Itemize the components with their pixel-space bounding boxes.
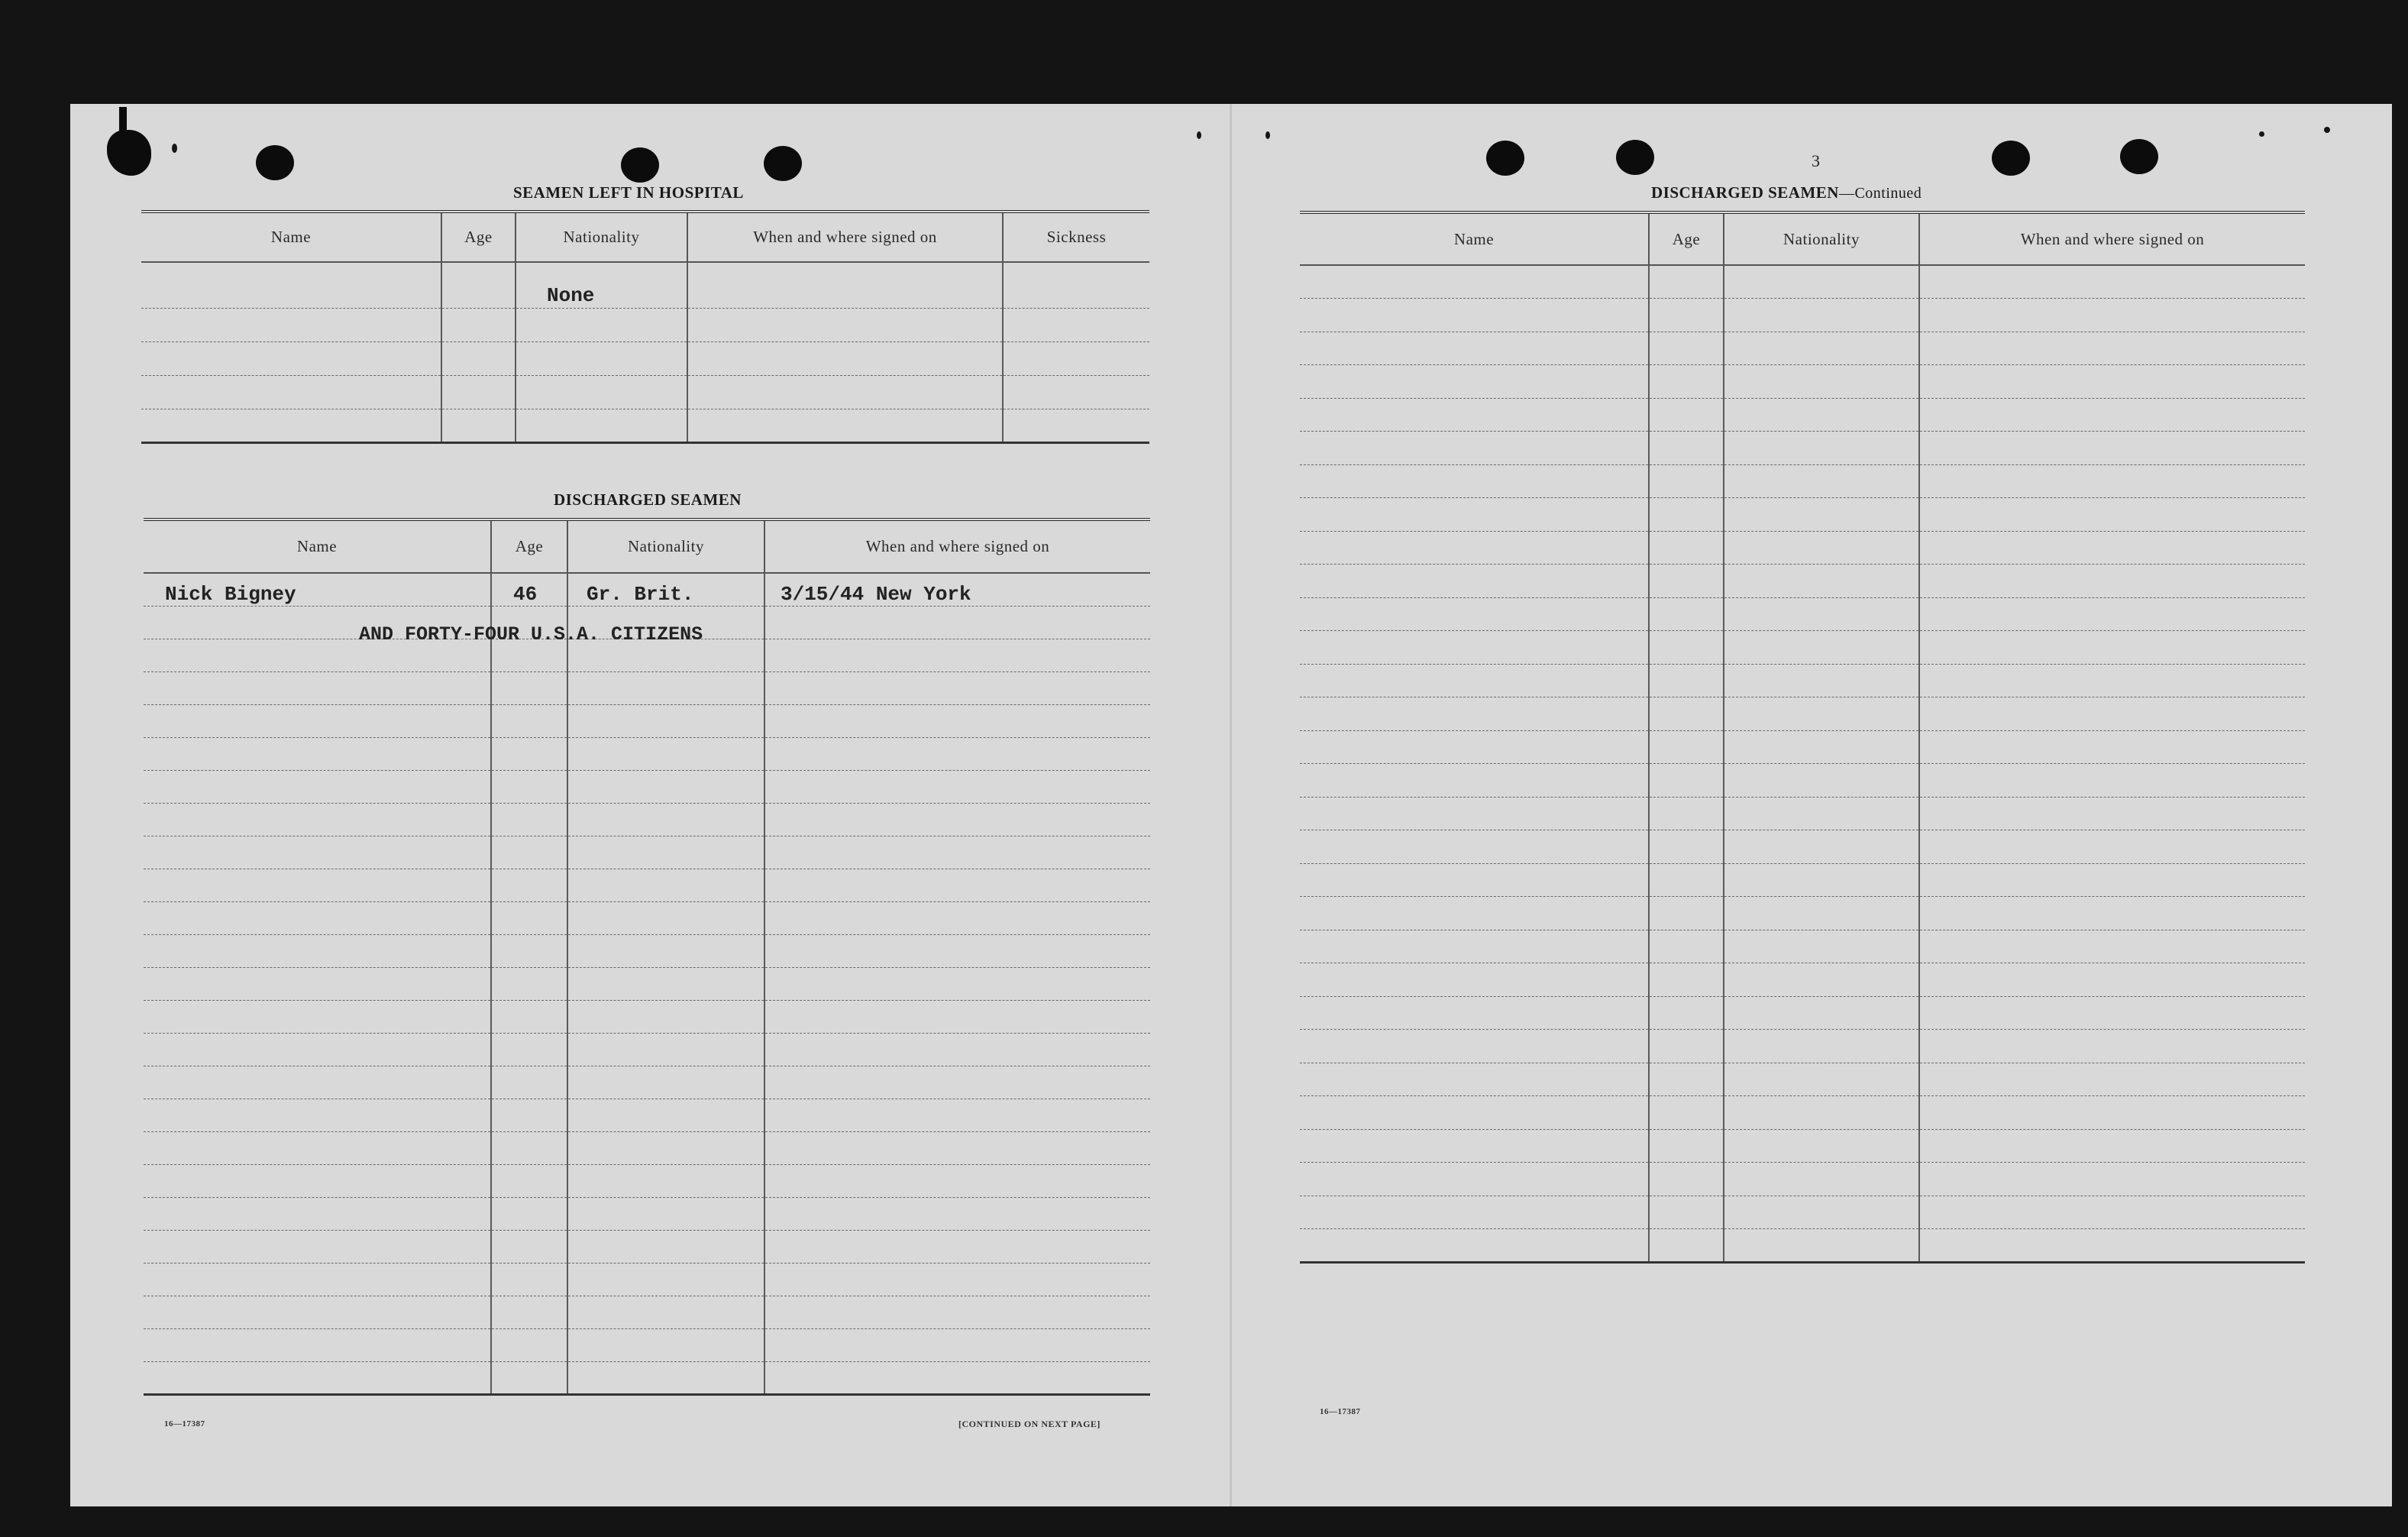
table-cell	[1724, 365, 1919, 399]
table-cell	[144, 1066, 491, 1099]
table-row	[144, 573, 1150, 606]
table-cell	[1724, 531, 1919, 565]
table-cell	[491, 803, 567, 836]
title-main: DISCHARGED SEAMEN	[1651, 183, 1839, 202]
table-cell	[441, 262, 516, 308]
page-number: 3	[1812, 151, 1820, 170]
table-cell	[1919, 597, 2305, 631]
table-cell	[1724, 432, 1919, 465]
table-cell	[144, 704, 491, 737]
table-cell	[1003, 341, 1149, 375]
table-cell	[144, 737, 491, 770]
table-cell	[1919, 332, 2305, 365]
binder-hole	[621, 147, 659, 183]
table-cell	[491, 1328, 567, 1361]
col-header-nationality: Nationality	[1724, 212, 1919, 265]
table-cell	[1919, 1030, 2305, 1063]
table-cell	[1919, 398, 2305, 432]
table-cell	[491, 836, 567, 869]
form-code: 16—17387	[1320, 1407, 1361, 1416]
table-cell	[1919, 730, 2305, 764]
table-cell	[1919, 498, 2305, 532]
table-cell	[1300, 664, 1649, 697]
table-cell	[1649, 863, 1724, 897]
table-cell	[1300, 764, 1649, 798]
table-cell	[1003, 262, 1149, 308]
table-cell	[567, 1263, 764, 1296]
table-cell	[1919, 565, 2305, 598]
table-cell	[764, 869, 1150, 901]
table-cell	[1919, 299, 2305, 332]
table-cell	[1724, 565, 1919, 598]
table-cell	[1649, 332, 1724, 365]
table-cell	[144, 1099, 491, 1131]
table-cell	[1649, 963, 1724, 997]
table-cell	[764, 671, 1150, 704]
table-cell	[1724, 897, 1919, 930]
table-cell	[1300, 597, 1649, 631]
table-cell	[1300, 1163, 1649, 1196]
table-cell	[441, 375, 516, 409]
table-cell	[1919, 830, 2305, 864]
table-cell	[491, 770, 567, 803]
title-continued: —Continued	[1838, 185, 1922, 202]
table-cell	[1724, 697, 1919, 731]
table-cell	[141, 262, 441, 308]
hospital-table	[141, 210, 1149, 444]
table-cell	[1724, 398, 1919, 432]
table-cell	[764, 770, 1150, 803]
table-cell	[1300, 265, 1649, 299]
table-cell	[764, 1230, 1150, 1263]
table-cell	[491, 1361, 567, 1394]
table-cell	[516, 341, 687, 375]
table-cell	[1919, 365, 2305, 399]
table-cell	[567, 967, 764, 1000]
table-cell	[1724, 1229, 1919, 1263]
table-cell	[1649, 1030, 1724, 1063]
table-cell	[144, 901, 491, 934]
table-cell	[1649, 664, 1724, 697]
table-cell	[144, 803, 491, 836]
table-cell	[764, 1197, 1150, 1230]
table-cell	[567, 869, 764, 901]
table-cell	[1300, 299, 1649, 332]
table-cell	[567, 1164, 764, 1197]
continued-note: [CONTINUED ON NEXT PAGE]	[958, 1419, 1101, 1429]
table-cell	[1649, 432, 1724, 465]
table-cell	[141, 409, 441, 442]
table-cell	[567, 803, 764, 836]
table-cell	[1300, 1096, 1649, 1130]
table-cell	[491, 704, 567, 737]
table-cell	[144, 967, 491, 1000]
table-cell	[1919, 897, 2305, 930]
seaman-signed-on: 3/15/44 New York	[764, 573, 1150, 606]
citizens-note: AND FORTY-FOUR U.S.A. CITIZENS	[359, 623, 703, 646]
table-cell	[567, 1033, 764, 1066]
table-cell	[567, 1230, 764, 1263]
table-cell	[1300, 797, 1649, 830]
table-cell	[491, 1066, 567, 1099]
table-cell	[1724, 930, 1919, 963]
table-cell	[141, 341, 441, 375]
table-cell	[1649, 1129, 1724, 1163]
table-cell	[1919, 764, 2305, 798]
table-cell	[1724, 299, 1919, 332]
table-cell	[567, 737, 764, 770]
table-cell	[764, 1000, 1150, 1033]
table-cell	[567, 1066, 764, 1099]
discharged-continued-title	[1651, 183, 1922, 202]
table-cell	[1649, 1096, 1724, 1130]
table-cell	[491, 671, 567, 704]
table-cell	[764, 1066, 1150, 1099]
table-cell	[1649, 531, 1724, 565]
table-cell	[1300, 464, 1649, 498]
table-cell	[567, 671, 764, 704]
table-cell	[1724, 1163, 1919, 1196]
table-cell	[567, 1099, 764, 1131]
table-cell	[567, 704, 764, 737]
table-cell	[144, 1230, 491, 1263]
col-header-nationality: Nationality	[567, 519, 764, 573]
table-cell	[1724, 830, 1919, 864]
col-header-signed-on: When and where signed on	[764, 519, 1150, 573]
table-cell	[1724, 730, 1919, 764]
table-cell	[1649, 365, 1724, 399]
table-cell	[1649, 764, 1724, 798]
table-cell	[1300, 697, 1649, 731]
table-cell	[1724, 332, 1919, 365]
hospital-entry-none: None	[547, 284, 595, 307]
table-cell	[141, 308, 441, 341]
table-cell	[1724, 1196, 1919, 1229]
table-cell	[491, 1033, 567, 1066]
table-cell	[144, 770, 491, 803]
ink-speck	[2259, 131, 2264, 137]
table-cell	[491, 1296, 567, 1328]
table-cell	[764, 1033, 1150, 1066]
table-cell	[1300, 498, 1649, 532]
ink-speck	[2324, 127, 2330, 133]
ink-speck	[172, 144, 177, 153]
table-cell	[1919, 432, 2305, 465]
page-fold	[1230, 104, 1232, 1506]
table-cell	[1649, 697, 1724, 731]
table-cell	[491, 1263, 567, 1296]
table-cell	[1300, 830, 1649, 864]
table-cell	[687, 375, 1003, 409]
table-cell	[764, 704, 1150, 737]
discharged-table	[144, 518, 1150, 1396]
discharged-title: DISCHARGED SEAMEN	[554, 490, 742, 509]
table-cell	[567, 1296, 764, 1328]
table-cell	[1724, 963, 1919, 997]
table-cell	[441, 341, 516, 375]
table-cell	[1003, 375, 1149, 409]
table-cell	[1649, 398, 1724, 432]
col-header-age: Age	[491, 519, 567, 573]
table-cell	[1649, 265, 1724, 299]
table-cell	[1649, 996, 1724, 1030]
table-cell	[144, 1033, 491, 1066]
discharged-continued-table	[1300, 211, 2305, 1264]
table-cell	[491, 901, 567, 934]
table-cell	[1300, 1196, 1649, 1229]
binder-hole	[1992, 141, 2030, 176]
table-cell	[144, 1000, 491, 1033]
table-cell	[144, 1361, 491, 1394]
table-cell	[1649, 565, 1724, 598]
table-cell	[1919, 930, 2305, 963]
table-cell	[1919, 464, 2305, 498]
hospital-title: SEAMEN LEFT IN HOSPITAL	[513, 183, 744, 202]
table-cell	[144, 934, 491, 967]
table-cell	[1724, 996, 1919, 1030]
table-cell	[144, 1328, 491, 1361]
table-cell	[144, 1263, 491, 1296]
table-cell	[516, 409, 687, 442]
table-cell	[764, 836, 1150, 869]
table-cell	[567, 1361, 764, 1394]
binder-hole	[1616, 140, 1654, 175]
table-cell	[567, 934, 764, 967]
table-cell	[1300, 996, 1649, 1030]
seaman-name: Nick Bigney	[144, 573, 491, 606]
table-cell	[1300, 1030, 1649, 1063]
binder-hole	[256, 145, 294, 180]
table-cell	[1919, 1129, 2305, 1163]
table-cell	[1300, 1229, 1649, 1263]
table-cell	[1649, 299, 1724, 332]
table-cell	[1300, 863, 1649, 897]
table-cell	[1724, 464, 1919, 498]
table-cell	[1300, 398, 1649, 432]
table-cell	[567, 1000, 764, 1033]
table-cell	[687, 341, 1003, 375]
table-cell	[491, 1099, 567, 1131]
ink-speck	[1265, 131, 1270, 139]
ink-blot	[119, 107, 127, 138]
table-cell	[1003, 308, 1149, 341]
binder-hole	[764, 146, 802, 181]
table-cell	[1919, 664, 2305, 697]
table-cell	[1724, 1063, 1919, 1096]
table-cell	[516, 262, 687, 308]
table-cell	[491, 869, 567, 901]
table-cell	[491, 1131, 567, 1164]
ink-speck	[1197, 131, 1201, 139]
table-cell	[687, 409, 1003, 442]
table-cell	[491, 737, 567, 770]
table-cell	[764, 934, 1150, 967]
table-cell	[764, 606, 1150, 639]
seaman-age: 46	[491, 573, 567, 606]
table-cell	[764, 1361, 1150, 1394]
table-cell	[1919, 1063, 2305, 1096]
table-cell	[491, 1197, 567, 1230]
table-cell	[567, 836, 764, 869]
table-cell	[1724, 498, 1919, 532]
table-cell	[1724, 664, 1919, 697]
table-cell	[1649, 897, 1724, 930]
table-cell	[1300, 631, 1649, 665]
seaman-nationality: Gr. Brit.	[567, 573, 764, 606]
table-cell	[1300, 930, 1649, 963]
table-cell	[1649, 498, 1724, 532]
col-header-signed-on: When and where signed on	[687, 212, 1003, 262]
table-cell	[1300, 565, 1649, 598]
table-cell	[764, 1099, 1150, 1131]
table-cell	[1649, 597, 1724, 631]
table-cell	[491, 967, 567, 1000]
table-cell	[491, 934, 567, 967]
table-cell	[764, 737, 1150, 770]
table-cell	[764, 1263, 1150, 1296]
table-cell	[1919, 863, 2305, 897]
table-cell	[567, 1197, 764, 1230]
table-cell	[1649, 1063, 1724, 1096]
binder-hole	[1486, 141, 1524, 176]
col-header-name: Name	[144, 519, 491, 573]
table-cell	[1919, 1196, 2305, 1229]
table-cell	[1649, 797, 1724, 830]
col-header-sickness: Sickness	[1003, 212, 1149, 262]
table-cell	[567, 1131, 764, 1164]
table-cell	[1300, 1063, 1649, 1096]
table-cell	[1919, 1229, 2305, 1263]
table-cell	[1300, 1129, 1649, 1163]
table-cell	[1724, 764, 1919, 798]
table-cell	[1003, 409, 1149, 442]
table-cell	[441, 409, 516, 442]
table-cell	[144, 869, 491, 901]
table-cell	[1919, 963, 2305, 997]
table-cell	[1919, 1163, 2305, 1196]
table-cell	[1649, 1163, 1724, 1196]
table-cell	[1919, 531, 2305, 565]
table-cell	[1919, 797, 2305, 830]
table-cell	[1724, 631, 1919, 665]
table-cell	[1300, 897, 1649, 930]
table-cell	[1919, 996, 2305, 1030]
form-code: 16—17387	[164, 1419, 205, 1429]
table-cell	[1919, 265, 2305, 299]
col-header-nationality: Nationality	[516, 212, 687, 262]
table-cell	[567, 770, 764, 803]
table-cell	[1300, 365, 1649, 399]
table-cell	[144, 1131, 491, 1164]
table-cell	[1649, 1229, 1724, 1263]
table-cell	[1300, 963, 1649, 997]
table-cell	[491, 1164, 567, 1197]
table-cell	[567, 1328, 764, 1361]
table-cell	[1919, 1096, 2305, 1130]
table-cell	[764, 901, 1150, 934]
table-cell	[1300, 531, 1649, 565]
table-cell	[516, 375, 687, 409]
table-cell	[1300, 432, 1649, 465]
table-cell	[144, 1164, 491, 1197]
table-cell	[1649, 730, 1724, 764]
table-cell	[1724, 265, 1919, 299]
table-cell	[144, 1296, 491, 1328]
table-cell	[491, 1230, 567, 1263]
table-cell	[1649, 930, 1724, 963]
col-header-name: Name	[1300, 212, 1649, 265]
table-cell	[1649, 830, 1724, 864]
table-cell	[141, 375, 441, 409]
table-cell	[144, 836, 491, 869]
col-header-age: Age	[441, 212, 516, 262]
table-cell	[1724, 797, 1919, 830]
table-cell	[764, 967, 1150, 1000]
table-cell	[1919, 631, 2305, 665]
table-cell	[516, 308, 687, 341]
table-cell	[1724, 1129, 1919, 1163]
table-cell	[1649, 631, 1724, 665]
table-cell	[1919, 697, 2305, 731]
table-cell	[764, 1131, 1150, 1164]
table-cell	[1649, 464, 1724, 498]
table-cell	[1649, 1196, 1724, 1229]
table-cell	[764, 1296, 1150, 1328]
binder-hole	[2120, 139, 2158, 174]
table-cell	[764, 1328, 1150, 1361]
table-cell	[1724, 863, 1919, 897]
table-cell	[1724, 597, 1919, 631]
table-cell	[144, 1197, 491, 1230]
table-cell	[687, 308, 1003, 341]
table-cell	[764, 803, 1150, 836]
table-cell	[1724, 1096, 1919, 1130]
table-cell	[1300, 730, 1649, 764]
table-cell	[441, 308, 516, 341]
table-cell	[764, 639, 1150, 671]
col-header-name: Name	[141, 212, 441, 262]
table-cell	[567, 901, 764, 934]
table-cell	[1300, 332, 1649, 365]
col-header-signed-on: When and where signed on	[1919, 212, 2305, 265]
table-cell	[687, 262, 1003, 308]
table-cell	[764, 1164, 1150, 1197]
col-header-age: Age	[1649, 212, 1724, 265]
table-cell	[491, 1000, 567, 1033]
table-cell	[144, 671, 491, 704]
table-cell	[1724, 1030, 1919, 1063]
